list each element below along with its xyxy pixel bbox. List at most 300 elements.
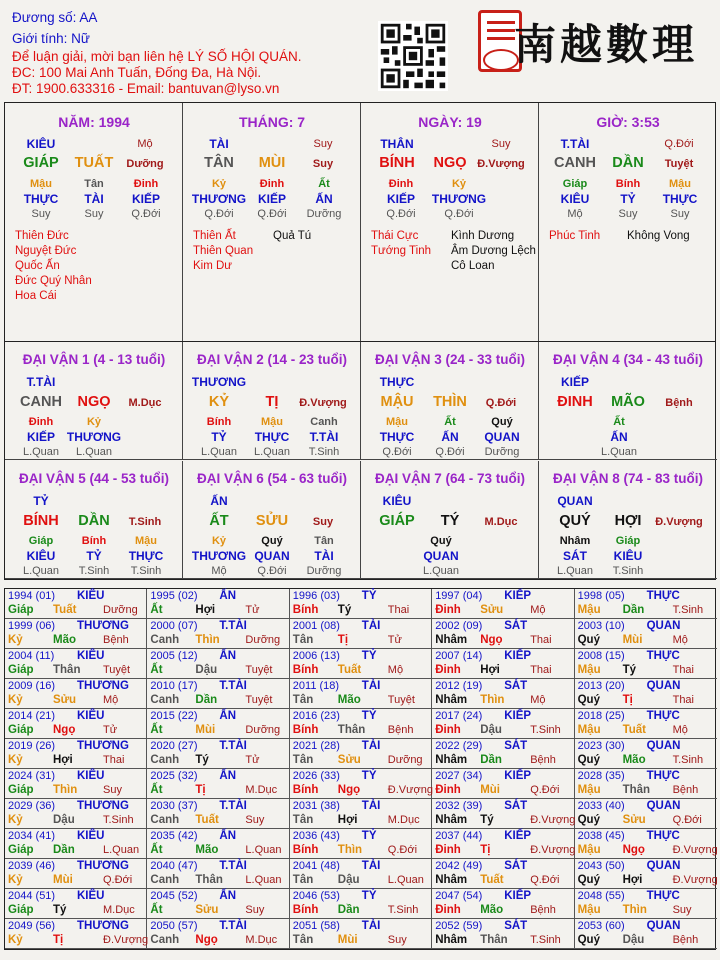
year-can: Bính [292,604,319,616]
pillar-truong-sinh: Suy [313,138,333,150]
year-label: 2048 (55) [577,890,625,902]
year-can: Quý [577,874,600,886]
year-chi: Tị [53,934,64,946]
year-can: Kỷ [8,694,23,706]
year-phase: Q.Đới [672,814,702,826]
hidden-stem-phase: Suy [618,208,638,220]
year-chi: Dần [622,604,645,616]
hidden-stem-god: KIẾP [386,192,416,206]
hidden-stem-god: KIÊU [560,192,590,206]
hidden-stem-phase: L.Quan [200,446,238,458]
dai-van-can: GIÁP [379,513,415,529]
star-item: Phúc Tinh [549,230,601,242]
dai-van-can: CANH [20,394,62,410]
year-chi: Mùi [480,784,500,796]
year-can: Giáp [8,904,34,916]
year-chi: Thìn [622,904,647,916]
year-thap-than: KIÊU [77,590,105,602]
year-thap-than: ẤN [219,830,237,842]
year-thap-than: THỰC [646,650,680,662]
year-can: Canh [150,634,180,646]
year-chi: Mùi [622,634,643,646]
year-label: 2010 (17) [150,680,198,692]
year-label: 2050 (57) [150,920,198,932]
year-can: Đinh [435,724,461,736]
year-can: Kỷ [8,874,23,886]
star-item: Quốc Ấn [15,260,60,272]
year-label: 2049 (56) [8,920,56,932]
dai-van-cell [361,461,539,579]
year-label: 1996 (03) [292,590,340,602]
year-cell [432,739,574,769]
dai-van-thap-than: THƯƠNG [191,375,247,389]
pillar-title: GIỜ: 3:53 [596,114,660,130]
year-label: 2017 (24) [435,710,483,722]
year-chi: Sửu [337,754,361,766]
year-label: 2029 (36) [8,800,56,812]
year-chi: Mùi [337,934,358,946]
year-cell [575,679,717,709]
year-thap-than: TÀI [361,800,381,812]
year-chi: Tuất [480,874,504,886]
star-item: Kim Dư [193,260,233,272]
year-thap-than: QUAN [646,920,681,932]
hidden-stem: Kỷ [211,178,227,190]
year-cell [432,679,574,709]
year-cell [5,829,147,859]
year-cell [290,649,432,679]
hidden-stem-phase: Q.Đới [257,565,287,577]
year-phase: Mộ [530,694,546,706]
year-phase: Đ.Vượng [530,844,576,856]
hidden-stem-god: THƯƠNG [191,549,247,563]
year-cell [5,769,147,799]
year-label: 1999 (06) [8,620,56,632]
hidden-stem-phase: Suy [84,208,104,220]
hidden-stem-god: TỶ [211,430,227,444]
hidden-stem-god: KIÊU [26,549,56,563]
year-thap-than: ẤN [219,590,237,602]
dai-van-cell [5,461,183,579]
year-label: 2041 (48) [292,860,340,872]
hidden-stem-god: TÀI [84,192,104,206]
year-phase: Bệnh [530,904,556,916]
year-phase: Tuyệt [245,664,273,676]
year-cell [575,859,717,889]
hidden-stem-god: THỰC [128,549,164,563]
year-chi: Thìn [53,784,78,796]
year-cell [575,889,717,919]
year-chi: Mão [53,634,76,646]
star-item: Thiên Ất [193,230,236,242]
year-thap-than: THỰC [646,710,680,722]
year-can: Đinh [435,844,461,856]
year-phase: Thai [672,664,694,676]
hidden-stem: Bính [206,416,232,428]
dai-van-title: ĐẠI VẬN 1 (4 - 13 tuổi) [22,352,166,367]
year-cell [432,649,574,679]
year-cell [575,589,717,619]
year-phase: T.Sinh [530,934,561,946]
year-can: Mậu [577,844,601,856]
year-can: Tân [292,634,314,646]
year-can: Kỷ [8,754,23,766]
year-can: Ất [150,904,163,916]
year-cell [290,889,432,919]
pillar-nap-am: Đ.Vượng [477,158,525,170]
year-label: 2007 (14) [435,650,483,662]
year-label: 2044 (51) [8,890,56,902]
dai-van-cell [183,461,361,579]
year-can: Nhâm [435,694,468,706]
dai-van-nap-am: Q.Đới [485,397,517,409]
year-label: 2026 (33) [292,770,340,782]
year-phase: Bệnh [672,784,699,796]
year-label: 2024 (31) [8,770,56,782]
hidden-stem-god: SÁT [563,549,587,563]
year-can: Mậu [577,784,601,796]
year-thap-than: QUAN [646,800,681,812]
hidden-stem-god: TỶ [86,549,102,563]
year-thap-than: KIẾP [504,830,532,842]
phone-email-line: ĐT: 1900.633316 - Email: bantuvan@lyso.vn [12,81,280,96]
dai-van-can: KỶ [208,394,230,410]
hidden-stem-phase: L.Quan [22,565,60,577]
year-thap-than: KIÊU [77,650,105,662]
hidden-stem-god: TÀI [314,549,334,563]
dai-van-chi: MÃO [611,394,645,410]
hidden-stem: Đinh [388,178,414,190]
hidden-stem-phase: Q.Đới [435,446,465,458]
year-can: Giáp [8,724,34,736]
year-thap-than: TỶ [361,770,377,782]
year-chi: Tị [195,784,206,796]
year-can: Kỷ [8,934,23,946]
hidden-stem-god: KIẾP [131,192,161,206]
year-chi: Tị [622,694,633,706]
year-phase: Mộ [672,724,688,736]
year-phase: Tuyệt [245,694,273,706]
year-cell [575,829,717,859]
contact-line: Để luận giải, mời bạn liên hệ LÝ SỐ HỘI QUÁN. [12,49,302,64]
year-chi: Hợi [622,874,643,886]
year-can: Mậu [577,664,601,676]
year-can: Canh [150,754,180,766]
year-thap-than: THỰC [646,890,680,902]
year-cell [290,679,432,709]
year-phase: Thai [103,754,125,766]
dai-van-title: ĐẠI VẬN 2 (14 - 23 tuổi) [196,352,348,367]
year-chi: Mùi [195,724,216,736]
pillar-title: THÁNG: 7 [238,114,306,130]
year-chi: Tị [337,634,349,646]
year-can: Nhâm [435,934,468,946]
year-thap-than: KIÊU [77,830,105,842]
year-phase: Mộ [103,694,119,706]
hidden-stem-god: KIÊU [613,549,643,563]
year-label: 2021 (28) [292,740,340,752]
pillar-nap-am: Tuyệt [664,158,694,170]
pillar-thap-than: THÂN [380,137,414,151]
pillar-can: GIÁP [23,155,59,171]
star-item: Hoa Cái [15,290,57,302]
year-thap-than: KIẾP [504,650,532,662]
year-cell [290,589,432,619]
year-chi: Dậu [195,664,218,676]
year-label: 2042 (49) [435,860,483,872]
year-chi: Sửu [622,814,646,826]
year-cell [5,649,147,679]
year-cell [432,889,574,919]
dai-van-thap-than: T.TÀI [26,375,56,389]
year-phase: Dưỡng [103,604,138,616]
year-phase: Q.Đới [530,784,560,796]
year-phase: Mộ [387,664,404,676]
year-label: 2045 (52) [150,890,198,902]
year-cell [5,919,147,949]
year-label: 2008 (15) [577,650,625,662]
year-cell [575,619,717,649]
year-chi: Tý [53,904,67,916]
hidden-stem-god: THƯƠNG [66,430,122,444]
star-item: Kình Dương [451,230,515,242]
year-can: Kỷ [8,814,23,826]
pillar-nap-am: Dưỡng [126,158,164,170]
hidden-stem-god: THỰC [23,192,59,206]
year-label: 2051 (58) [292,920,340,932]
year-phase: T.Sinh [387,904,419,916]
year-label: 2000 (07) [150,620,198,632]
year-thap-than: TỶ [361,710,377,722]
dai-van-title: ĐẠI VẬN 8 (74 - 83 tuổi) [552,471,704,486]
year-label: 2002 (09) [435,620,483,632]
hidden-stem: Quý [491,416,513,428]
pillar-chi: DẦN [612,155,644,171]
year-can: Giáp [8,664,34,676]
year-chi: Hợi [480,664,500,676]
year-can: Ất [150,604,163,616]
year-thap-than: TÀI [361,740,381,752]
hidden-stem: Bính [615,178,641,190]
year-label: 2004 (11) [8,650,55,662]
year-cell [147,709,289,739]
year-cell [5,619,147,649]
year-phase: Tử [245,754,260,766]
pillar-column [361,103,539,341]
year-thap-than: KIẾP [504,890,532,902]
year-label: 2053 (60) [577,920,625,932]
year-thap-than: ẤN [219,710,237,722]
year-can: Quý [577,754,600,766]
year-chi: Mão [337,694,361,706]
header [0,0,720,100]
year-phase: T.Sinh [672,754,704,766]
hidden-stem: Ất [318,178,330,190]
year-chi: Mùi [53,874,73,886]
dai-van-cell [183,342,361,460]
dai-van-thap-than: KIẾP [560,375,590,389]
year-chi: Ngọ [337,784,361,796]
year-thap-than: TỶ [361,590,377,602]
year-thap-than: KIÊU [77,710,105,722]
year-label: 1994 (01) [8,590,56,602]
year-phase: Suy [672,904,692,916]
year-thap-than: T.TÀI [219,680,247,692]
pillar-nap-am: Suy [312,158,334,170]
hidden-stem-phase: Mộ [211,565,227,577]
hidden-stem-god: THỰC [662,192,698,206]
hidden-stem-phase: L.Quan [253,446,291,458]
pillar-chi: MÙI [258,155,286,171]
year-thap-than: T.TÀI [219,920,247,932]
year-chi: Tý [337,604,352,616]
year-label: 2005 (12) [150,650,198,662]
year-can: Mậu [577,604,601,616]
year-cell [147,889,289,919]
year-phase: Suy [245,814,265,826]
dai-van-nap-am: M.Dục [128,397,162,409]
year-thap-than: T.TÀI [219,740,247,752]
year-chi: Mão [622,754,646,766]
year-thap-than: TỶ [361,650,377,662]
star-item: Thái Cực [371,230,419,242]
hidden-stem-god: ẤN [610,430,628,444]
year-chi: Tị [480,844,491,856]
year-cell [432,709,574,739]
hidden-stem: Tân [84,178,104,190]
year-chi: Tuất [337,664,362,676]
year-chi: Hợi [53,754,73,766]
year-phase: Bệnh [530,754,556,766]
year-cell [5,709,147,739]
hidden-stem-phase: Suy [31,208,51,220]
year-phase: Đ.Vượng [387,784,433,796]
dai-van-chi: SỬU [255,513,289,529]
hidden-stem-god: THƯƠNG [431,192,487,206]
dai-van-nap-am: Suy [312,516,334,528]
year-can: Đinh [435,664,461,676]
year-chi: Ngọ [53,724,76,736]
year-can: Bính [292,724,319,736]
year-label: 2014 (21) [8,710,56,722]
year-thap-than: SÁT [504,860,528,872]
logo-text: 南越數理 [514,20,699,69]
dai-van-chi: THÌN [433,394,467,410]
hidden-stem: Ất [444,416,456,428]
pillar-thap-than: T.TÀI [560,137,590,151]
year-can: Nhâm [435,814,468,826]
year-chi: Tuất [53,604,77,616]
year-chi: Hợi [195,604,216,616]
year-phase: Thai [387,604,410,616]
year-cell [5,859,147,889]
hidden-stem-phase: Q.Đới [131,208,161,220]
pillar-can: CANH [554,155,596,171]
year-phase: L.Quan [245,844,282,856]
year-cell [5,799,147,829]
year-thap-than: T.TÀI [219,800,247,812]
year-phase: Tuyệt [103,664,131,676]
year-chi: Thìn [337,844,363,856]
year-label: 2016 (23) [292,710,340,722]
hidden-stem: Mậu [386,416,408,428]
pillar-column [183,103,361,341]
year-label: 2009 (16) [8,680,56,692]
year-label: 2019 (26) [8,740,56,752]
year-phase: Dưỡng [245,724,281,736]
year-phase: Suy [103,784,122,796]
year-thap-than: ẤN [219,650,237,662]
year-cell [290,919,432,949]
hidden-stem-phase: T.Sinh [78,565,110,577]
year-phase: Tuyệt [387,694,415,706]
qr-code-icon[interactable] [378,21,448,91]
year-thap-than: SÁT [504,680,528,692]
year-cell [575,769,717,799]
year-can: Canh [150,874,180,886]
pillar-column [5,103,183,341]
year-phase: Đ.Vượng [672,874,718,886]
year-thap-than: T.TÀI [219,860,247,872]
year-thap-than: SÁT [504,620,528,632]
year-can: Tân [292,814,314,826]
year-thap-than: ẤN [219,770,237,782]
year-grid [4,588,716,950]
year-chi: Dần [337,904,360,916]
pillar-can: BÍNH [379,155,415,171]
year-phase: Đ.Vượng [530,814,576,826]
year-phase: M.Dục [103,904,135,916]
year-thap-than: KIẾP [504,710,532,722]
dai-van-nap-am: T.Sinh [128,516,162,528]
hidden-stem-phase: L.Quan [556,565,594,577]
dai-van-nap-am: Đ.Vượng [655,516,703,528]
year-thap-than: KIẾP [504,590,532,602]
year-label: 2031 (38) [292,800,340,812]
year-label: 2035 (42) [150,830,198,842]
year-chi: Sửu [195,904,219,916]
hidden-stem-phase: Mộ [567,208,583,220]
year-thap-than: THỰC [646,590,680,602]
year-cell [5,739,147,769]
year-can: Bính [292,664,319,676]
year-cell [147,679,289,709]
duong-so: Đương số: AA [12,10,98,25]
year-cell [290,739,432,769]
year-thap-than: THƯƠNG [77,800,129,812]
year-chi: Tuất [622,724,647,736]
dai-van-thap-than: KIÊU [382,494,412,508]
year-label: 2052 (59) [435,920,483,932]
year-can: Đinh [435,784,461,796]
year-chi: Dậu [622,934,645,946]
year-thap-than: SÁT [504,740,528,752]
year-cell [432,589,574,619]
hidden-stem-phase: T.Sinh [130,565,162,577]
hidden-stem-god: ẤN [315,192,333,206]
dai-van-chi: TỊ [265,394,279,410]
year-label: 2047 (54) [435,890,483,902]
year-can: Canh [150,814,180,826]
year-label: 1997 (04) [435,590,483,602]
dai-van-thap-than: ẤN [210,494,228,508]
hidden-stem-phase: Q.Đới [257,208,287,220]
dai-van-chi: TÝ [440,513,460,529]
year-can: Kỷ [8,634,23,646]
year-label: 2039 (46) [8,860,56,872]
hidden-stem: Giáp [615,535,641,547]
hidden-stem-god: THỰC [254,430,290,444]
